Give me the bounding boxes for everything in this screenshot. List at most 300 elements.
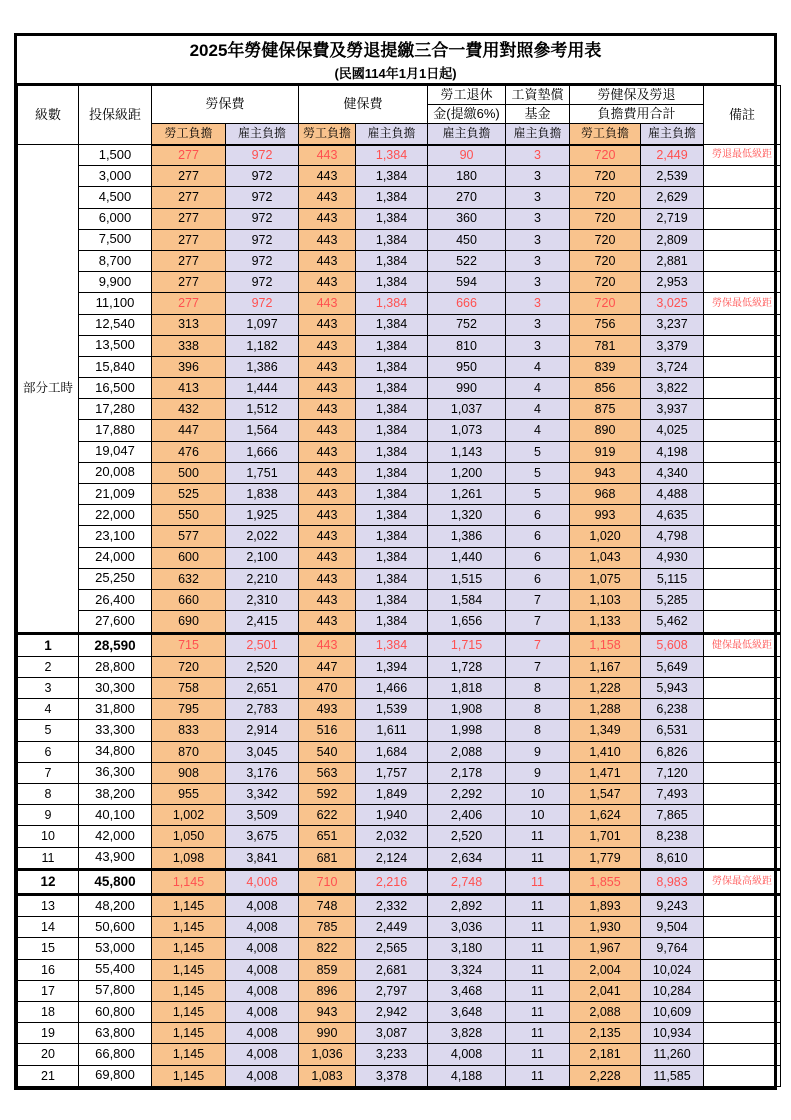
value-cell: 8 xyxy=(506,720,570,741)
value-cell: 720 xyxy=(570,293,641,314)
table-row xyxy=(18,847,781,870)
bracket-cell: 17,280 xyxy=(79,399,152,420)
value-cell: 4,008 xyxy=(226,894,299,917)
value-cell: 11 xyxy=(506,938,570,959)
bracket-cell: 45,800 xyxy=(79,870,152,895)
value-cell: 870 xyxy=(152,741,226,762)
value-cell: 4,008 xyxy=(226,1044,299,1065)
value-cell: 2,797 xyxy=(356,980,428,1001)
value-cell: 2,124 xyxy=(356,847,428,870)
value-cell: 2,501 xyxy=(226,633,299,656)
note-cell xyxy=(704,762,781,783)
header-health-insurance: 健保費 xyxy=(299,86,428,124)
value-cell: 3,180 xyxy=(428,938,506,959)
note-cell xyxy=(704,547,781,568)
value-cell: 1,715 xyxy=(428,633,506,656)
value-cell: 443 xyxy=(299,484,356,505)
bracket-cell: 4,500 xyxy=(79,187,152,208)
table-row xyxy=(18,187,781,208)
value-cell: 1,384 xyxy=(356,484,428,505)
value-cell: 443 xyxy=(299,526,356,547)
value-cell: 1,384 xyxy=(356,335,428,356)
value-cell: 6 xyxy=(506,568,570,589)
bracket-cell: 66,800 xyxy=(79,1044,152,1065)
value-cell: 715 xyxy=(152,633,226,656)
value-cell: 3,025 xyxy=(641,293,704,314)
bracket-cell: 33,300 xyxy=(79,720,152,741)
value-cell: 443 xyxy=(299,356,356,377)
note-cell xyxy=(704,441,781,462)
note-cell xyxy=(704,378,781,399)
table-row xyxy=(18,589,781,610)
value-cell: 7 xyxy=(506,589,570,610)
value-cell: 1,036 xyxy=(299,1044,356,1065)
level-cell: 8 xyxy=(18,784,79,805)
note-cell xyxy=(704,1044,781,1065)
header-total-line1: 勞健保及勞退 xyxy=(570,86,704,105)
value-cell: 972 xyxy=(226,166,299,187)
level-cell: 12 xyxy=(18,870,79,895)
value-cell: 493 xyxy=(299,699,356,720)
value-cell: 6 xyxy=(506,505,570,526)
table-row xyxy=(18,959,781,980)
value-cell: 1,145 xyxy=(152,959,226,980)
value-cell: 4,930 xyxy=(641,547,704,568)
table-row xyxy=(18,547,781,568)
value-cell: 720 xyxy=(570,272,641,293)
value-cell: 1,611 xyxy=(356,720,428,741)
note-cell xyxy=(704,166,781,187)
bracket-cell: 23,100 xyxy=(79,526,152,547)
note-cell xyxy=(704,678,781,699)
table-subtitle: (民國114年1月1日起) xyxy=(334,66,457,81)
value-cell: 1,098 xyxy=(152,847,226,870)
note-cell xyxy=(704,938,781,959)
level-cell: 19 xyxy=(18,1023,79,1044)
value-cell: 443 xyxy=(299,399,356,420)
value-cell: 6,531 xyxy=(641,720,704,741)
value-cell: 875 xyxy=(570,399,641,420)
value-cell: 277 xyxy=(152,187,226,208)
value-cell: 1,145 xyxy=(152,980,226,1001)
value-cell: 833 xyxy=(152,720,226,741)
value-cell: 1,384 xyxy=(356,314,428,335)
value-cell: 1,757 xyxy=(356,762,428,783)
note-cell: 健保最低級距 xyxy=(704,633,781,656)
value-cell: 4,488 xyxy=(641,484,704,505)
value-cell: 660 xyxy=(152,589,226,610)
note-cell xyxy=(704,1065,781,1086)
note-cell xyxy=(704,699,781,720)
note-cell xyxy=(704,208,781,229)
bracket-cell: 15,840 xyxy=(79,356,152,377)
value-cell: 563 xyxy=(299,762,356,783)
value-cell: 9 xyxy=(506,762,570,783)
table-row xyxy=(18,611,781,634)
note-cell xyxy=(704,399,781,420)
value-cell: 1,145 xyxy=(152,1044,226,1065)
value-cell: 972 xyxy=(226,293,299,314)
value-cell: 522 xyxy=(428,250,506,271)
subheader-health-worker: 勞工負擔 xyxy=(299,124,356,145)
value-cell: 1,384 xyxy=(356,547,428,568)
bracket-cell: 57,800 xyxy=(79,980,152,1001)
bracket-cell: 7,500 xyxy=(79,229,152,250)
bracket-cell: 36,300 xyxy=(79,762,152,783)
note-cell xyxy=(704,272,781,293)
value-cell: 1,394 xyxy=(356,656,428,677)
value-cell: 1,564 xyxy=(226,420,299,441)
value-cell: 277 xyxy=(152,208,226,229)
table-row xyxy=(18,462,781,483)
value-cell: 2,449 xyxy=(641,145,704,166)
value-cell: 1,384 xyxy=(356,187,428,208)
table-row xyxy=(18,145,781,166)
value-cell: 4,798 xyxy=(641,526,704,547)
value-cell: 4,025 xyxy=(641,420,704,441)
table-row xyxy=(18,741,781,762)
value-cell: 1,020 xyxy=(570,526,641,547)
bracket-cell: 19,047 xyxy=(79,441,152,462)
table-row xyxy=(18,568,781,589)
value-cell: 270 xyxy=(428,187,506,208)
value-cell: 1,410 xyxy=(570,741,641,762)
value-cell: 443 xyxy=(299,208,356,229)
value-cell: 525 xyxy=(152,484,226,505)
value-cell: 1,818 xyxy=(428,678,506,699)
note-cell xyxy=(704,917,781,938)
subheader-wage-fund-employer: 雇主負擔 xyxy=(506,124,570,145)
value-cell: 443 xyxy=(299,420,356,441)
value-cell: 577 xyxy=(152,526,226,547)
value-cell: 2,634 xyxy=(428,847,506,870)
value-cell: 758 xyxy=(152,678,226,699)
table-row xyxy=(18,250,781,271)
value-cell: 1,384 xyxy=(356,250,428,271)
value-cell: 720 xyxy=(570,166,641,187)
subheader-health-employer: 雇主負擔 xyxy=(356,124,428,145)
value-cell: 1,384 xyxy=(356,633,428,656)
bracket-cell: 1,500 xyxy=(79,145,152,166)
value-cell: 3,045 xyxy=(226,741,299,762)
value-cell: 1,143 xyxy=(428,441,506,462)
value-cell: 795 xyxy=(152,699,226,720)
note-cell xyxy=(704,187,781,208)
bracket-cell: 3,000 xyxy=(79,166,152,187)
table-row xyxy=(18,1023,781,1044)
value-cell: 919 xyxy=(570,441,641,462)
value-cell: 2,520 xyxy=(428,826,506,847)
value-cell: 11 xyxy=(506,870,570,895)
bracket-cell: 27,600 xyxy=(79,611,152,634)
table-row xyxy=(18,656,781,677)
value-cell: 1,666 xyxy=(226,441,299,462)
value-cell: 896 xyxy=(299,980,356,1001)
bracket-cell: 40,100 xyxy=(79,805,152,826)
value-cell: 3,509 xyxy=(226,805,299,826)
value-cell: 1,466 xyxy=(356,678,428,699)
value-cell: 447 xyxy=(299,656,356,677)
value-cell: 2,135 xyxy=(570,1023,641,1044)
value-cell: 8,610 xyxy=(641,847,704,870)
value-cell: 443 xyxy=(299,462,356,483)
value-cell: 2,565 xyxy=(356,938,428,959)
value-cell: 3,237 xyxy=(641,314,704,335)
value-cell: 9 xyxy=(506,741,570,762)
value-cell: 990 xyxy=(428,378,506,399)
bracket-cell: 55,400 xyxy=(79,959,152,980)
value-cell: 8 xyxy=(506,678,570,699)
value-cell: 447 xyxy=(152,420,226,441)
value-cell: 10,609 xyxy=(641,1002,704,1023)
value-cell: 5,115 xyxy=(641,568,704,589)
value-cell: 666 xyxy=(428,293,506,314)
level-cell: 14 xyxy=(18,917,79,938)
value-cell: 1,925 xyxy=(226,505,299,526)
value-cell: 11 xyxy=(506,1002,570,1023)
value-cell: 2,228 xyxy=(570,1065,641,1086)
value-cell: 1,261 xyxy=(428,484,506,505)
part-time-merged-cell: 部分工時 xyxy=(18,145,79,634)
value-cell: 710 xyxy=(299,870,356,895)
value-cell: 450 xyxy=(428,229,506,250)
value-cell: 2,809 xyxy=(641,229,704,250)
note-cell: 勞退最低級距 xyxy=(704,145,781,166)
value-cell: 1,967 xyxy=(570,938,641,959)
value-cell: 3 xyxy=(506,229,570,250)
note-cell xyxy=(704,314,781,335)
value-cell: 3,724 xyxy=(641,356,704,377)
value-cell: 592 xyxy=(299,784,356,805)
value-cell: 2,216 xyxy=(356,870,428,895)
value-cell: 2,914 xyxy=(226,720,299,741)
level-cell: 2 xyxy=(18,656,79,677)
bracket-cell: 6,000 xyxy=(79,208,152,229)
value-cell: 5,943 xyxy=(641,678,704,699)
value-cell: 1,512 xyxy=(226,399,299,420)
value-cell: 396 xyxy=(152,356,226,377)
value-cell: 4,008 xyxy=(226,917,299,938)
value-cell: 1,073 xyxy=(428,420,506,441)
bracket-cell: 28,590 xyxy=(79,633,152,656)
value-cell: 1,384 xyxy=(356,589,428,610)
value-cell: 1,167 xyxy=(570,656,641,677)
note-cell xyxy=(704,894,781,917)
value-cell: 993 xyxy=(570,505,641,526)
value-cell: 839 xyxy=(570,356,641,377)
value-cell: 3,822 xyxy=(641,378,704,399)
subheader-total-employer: 雇主負擔 xyxy=(641,124,704,145)
value-cell: 1,182 xyxy=(226,335,299,356)
table-row xyxy=(18,938,781,959)
value-cell: 720 xyxy=(570,208,641,229)
value-cell: 360 xyxy=(428,208,506,229)
value-cell: 2,719 xyxy=(641,208,704,229)
value-cell: 9,764 xyxy=(641,938,704,959)
value-cell: 1,384 xyxy=(356,166,428,187)
value-cell: 3,675 xyxy=(226,826,299,847)
value-cell: 2,892 xyxy=(428,894,506,917)
value-cell: 1,145 xyxy=(152,917,226,938)
table-row xyxy=(18,870,781,895)
level-cell: 13 xyxy=(18,894,79,917)
value-cell: 443 xyxy=(299,229,356,250)
value-cell: 5 xyxy=(506,462,570,483)
header-level: 級數 xyxy=(18,86,79,145)
value-cell: 1,002 xyxy=(152,805,226,826)
value-cell: 500 xyxy=(152,462,226,483)
value-cell: 1,384 xyxy=(356,441,428,462)
value-cell: 443 xyxy=(299,272,356,293)
bracket-cell: 8,700 xyxy=(79,250,152,271)
value-cell: 1,145 xyxy=(152,938,226,959)
level-cell: 15 xyxy=(18,938,79,959)
table-row xyxy=(18,293,781,314)
bracket-cell: 17,880 xyxy=(79,420,152,441)
value-cell: 810 xyxy=(428,335,506,356)
value-cell: 1,838 xyxy=(226,484,299,505)
value-cell: 6 xyxy=(506,526,570,547)
value-cell: 681 xyxy=(299,847,356,870)
value-cell: 338 xyxy=(152,335,226,356)
value-cell: 2,178 xyxy=(428,762,506,783)
value-cell: 1,908 xyxy=(428,699,506,720)
value-cell: 1,515 xyxy=(428,568,506,589)
value-cell: 1,751 xyxy=(226,462,299,483)
value-cell: 1,145 xyxy=(152,894,226,917)
value-cell: 10 xyxy=(506,784,570,805)
value-cell: 5 xyxy=(506,484,570,505)
header-wage-fund-line1: 工資墊償 xyxy=(506,86,570,105)
value-cell: 4,198 xyxy=(641,441,704,462)
value-cell: 10,024 xyxy=(641,959,704,980)
value-cell: 3,324 xyxy=(428,959,506,980)
header-total-line2: 負擔費用合計 xyxy=(570,105,704,124)
value-cell: 3 xyxy=(506,314,570,335)
table-title: 2025年勞健保保費及勞退提繳三合一費用對照參考用表 xyxy=(189,41,602,60)
level-cell: 1 xyxy=(18,633,79,656)
value-cell: 1,288 xyxy=(570,699,641,720)
fee-reference-table-container xyxy=(14,33,777,1090)
title-block xyxy=(17,36,774,85)
value-cell: 2,292 xyxy=(428,784,506,805)
table-row xyxy=(18,762,781,783)
value-cell: 4,008 xyxy=(226,1065,299,1086)
value-cell: 277 xyxy=(152,229,226,250)
table-row xyxy=(18,1044,781,1065)
value-cell: 4,635 xyxy=(641,505,704,526)
value-cell: 972 xyxy=(226,208,299,229)
value-cell: 8,983 xyxy=(641,870,704,895)
value-cell: 432 xyxy=(152,399,226,420)
value-cell: 720 xyxy=(570,187,641,208)
bracket-cell: 34,800 xyxy=(79,741,152,762)
level-cell: 16 xyxy=(18,959,79,980)
value-cell: 1,228 xyxy=(570,678,641,699)
value-cell: 2,953 xyxy=(641,272,704,293)
value-cell: 1,103 xyxy=(570,589,641,610)
value-cell: 955 xyxy=(152,784,226,805)
value-cell: 1,083 xyxy=(299,1065,356,1086)
value-cell: 3,468 xyxy=(428,980,506,1001)
value-cell: 1,384 xyxy=(356,272,428,293)
value-cell: 752 xyxy=(428,314,506,335)
value-cell: 2,651 xyxy=(226,678,299,699)
value-cell: 7,120 xyxy=(641,762,704,783)
value-cell: 1,133 xyxy=(570,611,641,634)
table-row xyxy=(18,784,781,805)
value-cell: 690 xyxy=(152,611,226,634)
value-cell: 2,181 xyxy=(570,1044,641,1065)
note-cell xyxy=(704,656,781,677)
header-pension-line2: 金(提繳6%) xyxy=(428,105,506,124)
table-row xyxy=(18,699,781,720)
value-cell: 2,100 xyxy=(226,547,299,568)
value-cell: 7 xyxy=(506,611,570,634)
value-cell: 1,158 xyxy=(570,633,641,656)
fee-table xyxy=(17,85,781,1087)
value-cell: 1,384 xyxy=(356,462,428,483)
value-cell: 3,233 xyxy=(356,1044,428,1065)
value-cell: 277 xyxy=(152,166,226,187)
value-cell: 443 xyxy=(299,187,356,208)
value-cell: 443 xyxy=(299,568,356,589)
value-cell: 3,828 xyxy=(428,1023,506,1044)
level-cell: 11 xyxy=(18,847,79,870)
level-cell: 9 xyxy=(18,805,79,826)
value-cell: 972 xyxy=(226,250,299,271)
value-cell: 2,332 xyxy=(356,894,428,917)
value-cell: 443 xyxy=(299,314,356,335)
bracket-cell: 22,000 xyxy=(79,505,152,526)
value-cell: 11 xyxy=(506,980,570,1001)
header-pension-line1: 勞工退休 xyxy=(428,86,506,105)
value-cell: 1,384 xyxy=(356,145,428,166)
value-cell: 4,008 xyxy=(226,870,299,895)
value-cell: 1,444 xyxy=(226,378,299,399)
value-cell: 2,539 xyxy=(641,166,704,187)
value-cell: 2,022 xyxy=(226,526,299,547)
value-cell: 443 xyxy=(299,145,356,166)
value-cell: 443 xyxy=(299,505,356,526)
value-cell: 1,779 xyxy=(570,847,641,870)
value-cell: 3 xyxy=(506,293,570,314)
value-cell: 7,865 xyxy=(641,805,704,826)
value-cell: 2,210 xyxy=(226,568,299,589)
bracket-cell: 38,200 xyxy=(79,784,152,805)
value-cell: 1,684 xyxy=(356,741,428,762)
value-cell: 1,893 xyxy=(570,894,641,917)
value-cell: 8 xyxy=(506,699,570,720)
value-cell: 1,145 xyxy=(152,1065,226,1086)
level-cell: 10 xyxy=(18,826,79,847)
value-cell: 1,728 xyxy=(428,656,506,677)
value-cell: 1,930 xyxy=(570,917,641,938)
value-cell: 3 xyxy=(506,250,570,271)
value-cell: 3 xyxy=(506,145,570,166)
note-cell xyxy=(704,784,781,805)
value-cell: 2,881 xyxy=(641,250,704,271)
value-cell: 1,320 xyxy=(428,505,506,526)
subheader-pension-employer: 雇主負擔 xyxy=(428,124,506,145)
value-cell: 313 xyxy=(152,314,226,335)
value-cell: 4 xyxy=(506,399,570,420)
value-cell: 1,471 xyxy=(570,762,641,783)
value-cell: 7 xyxy=(506,633,570,656)
bracket-cell: 20,008 xyxy=(79,462,152,483)
value-cell: 720 xyxy=(152,656,226,677)
subheader-labor-employer: 雇主負擔 xyxy=(226,124,299,145)
